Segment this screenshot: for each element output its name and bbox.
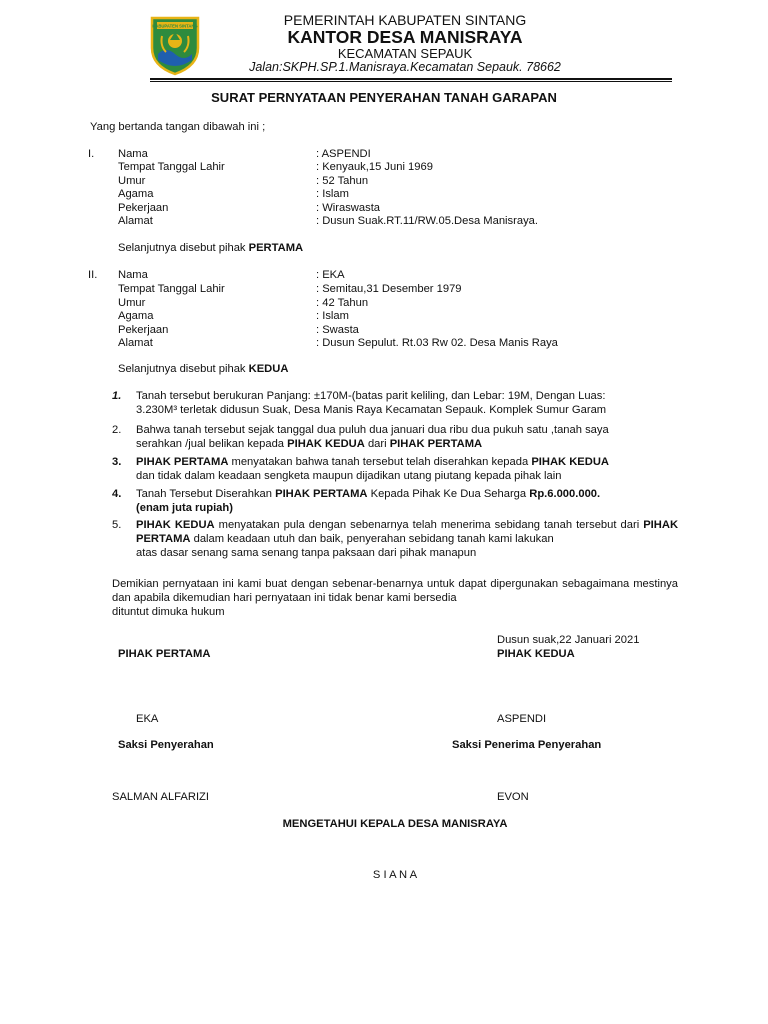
- signature-left-role: PIHAK PERTAMA: [118, 648, 211, 660]
- item5-number: 5.: [112, 519, 122, 531]
- header-address: Jalan:SKPH.SP.1.Manisraya.Kecamatan Sepauk. 78662: [249, 60, 561, 74]
- party2-note-prefix: Selanjutnya disebut pihak: [118, 363, 249, 375]
- item3-text: [136, 455, 678, 483]
- party2-value-birth: : Semitau,31 Desember 1979: [316, 283, 462, 295]
- party2-label-address: Alamat: [118, 337, 153, 349]
- signature-left-name: EKA: [136, 713, 159, 725]
- party1-label-religion: Agama: [118, 188, 154, 200]
- item5-line1a: PIHAK KEDUA: [136, 519, 215, 531]
- party1-value-age: : 52 Tahun: [316, 175, 369, 187]
- item2-line2b: PIHAK KEDUA: [287, 438, 365, 450]
- item2-line2c: dari: [364, 438, 390, 450]
- closing-line3: dituntut dimuka hukum: [112, 606, 225, 618]
- header-district: KECAMATAN SEPAUK: [337, 46, 473, 61]
- document-title: SURAT PERNYATAAN PENYERAHAN TANAH GARAPAN: [211, 90, 557, 105]
- party2-note-bold: KEDUA: [248, 363, 289, 375]
- item2-number: 2.: [112, 424, 122, 436]
- item1-text: [136, 389, 678, 417]
- item3-number: 3.: [112, 456, 122, 468]
- item2-text: [136, 423, 678, 451]
- item4-text: [136, 487, 678, 515]
- item3-line2: dan tidak dalam keadaan sengketa maupun dijadikan utang piutang kepada pihak lain: [136, 470, 562, 482]
- item2-line1: Bahwa tanah tersebut sejak tanggal dua puluh dua januari dua ribu dua pukuh satu ,tanah saya: [136, 424, 609, 436]
- logo-text: KABUPATEN SINTANG: [152, 23, 198, 29]
- party1-value-birth: : Kenyauk,15 Juni 1969: [316, 161, 433, 173]
- item5-line2b: PIHAK PERTAMA: [136, 519, 679, 545]
- item3-line1c: PIHAK KEDUA: [531, 456, 610, 468]
- party1-label-age: Umur: [118, 175, 146, 187]
- intro-text: Yang bertanda tangan dibawah ini ;: [90, 121, 266, 133]
- item4-line1c: Kepada Pihak Ke Dua Seharga: [367, 488, 530, 500]
- item5-line3: atas dasar senang sama senang tanpa paksaan dari pihak manapun: [136, 547, 477, 559]
- party1-note: [118, 241, 303, 255]
- party1-note-prefix: Selanjutnya disebut pihak: [118, 242, 249, 254]
- item4-line1b: PIHAK PERTAMA: [275, 488, 368, 500]
- party2-label-religion: Agama: [118, 310, 154, 322]
- item5-text: [136, 518, 678, 560]
- witness-right-role: Saksi Penerima Penyerahan: [452, 739, 602, 751]
- party2-value-job: : Swasta: [316, 324, 359, 336]
- witness-left-role: Saksi Penyerahan: [118, 739, 214, 751]
- party2-label-age: Umur: [118, 297, 146, 309]
- item3-line1b: menyatakan bahwa tanah tersebut telah diserahkan kepada: [228, 456, 532, 468]
- item4-line1d: Rp.6.000.000.: [529, 488, 601, 500]
- header-office: KANTOR DESA MANISRAYA: [287, 27, 523, 47]
- item5-line1b: menyatakan pula dengan sebenarnya telah menerima sebidang tanah tersebut: [214, 519, 617, 531]
- party2-roman: II.: [88, 269, 98, 281]
- party1-label-job: Pekerjaan: [118, 202, 169, 214]
- party2-label-job: Pekerjaan: [118, 324, 169, 336]
- party1-value-religion: : Islam: [316, 188, 349, 200]
- party2-value-age: : 42 Tahun: [316, 297, 369, 309]
- item1-line2: 3.230M³ terletak didusun Suak, Desa Manis Raya Kecamatan Sepauk. Komplek Sumur Garam: [136, 404, 607, 416]
- party1-label-name: Nama: [118, 148, 148, 160]
- party2-value-address: : Dusun Sepulut. Rt.03 Rw 02. Desa Manis Raya: [316, 337, 558, 349]
- header-rule-thin: [150, 81, 672, 82]
- party2-label-name: Nama: [118, 269, 148, 281]
- item1-line1: Tanah tersebut berukuran Panjang: ±170M-(batas parit keliling, dan Lebar: 19M, Dengan Luas:: [136, 390, 606, 402]
- party2-label-birth: Tempat Tanggal Lahir: [118, 283, 225, 295]
- item4-line1: [136, 488, 600, 500]
- acknowledge-label: MENGETAHUI KEPALA DESA MANISRAYA: [282, 818, 508, 830]
- party2-note: [118, 362, 288, 376]
- item1-number: 1.: [112, 390, 122, 402]
- signature-right-name: ASPENDI: [497, 713, 547, 725]
- item2-line2d: PIHAK PERTAMA: [389, 438, 483, 450]
- party1-label-birth: Tempat Tanggal Lahir: [118, 161, 225, 173]
- item2-line2: [136, 437, 678, 451]
- party1-value-name: : ASPENDI: [316, 148, 371, 160]
- party2-value-name: : EKA: [316, 269, 345, 281]
- place-date: Dusun suak,22 Januari 2021: [497, 634, 640, 646]
- item3-line1: [136, 456, 609, 468]
- party1-label-address: Alamat: [118, 215, 153, 227]
- item5-line1: [136, 519, 617, 531]
- item4-line1a: Tanah Tersebut Diserahkan: [136, 488, 276, 500]
- item4-number: 4.: [112, 488, 122, 500]
- item2-line2a: serahkan /jual belikan kepada: [136, 438, 288, 450]
- village-head-name: S I A N A: [372, 869, 418, 881]
- closing-paragraph: [112, 577, 678, 619]
- item5-line2a: dari: [620, 519, 644, 531]
- party1-note-bold: PERTAMA: [248, 242, 304, 254]
- signature-right-role: PIHAK KEDUA: [497, 648, 575, 660]
- header-government: PEMERINTAH KABUPATEN SINTANG: [283, 12, 527, 28]
- party1-value-address: : Dusun Suak.RT.11/RW.05.Desa Manisraya.: [316, 215, 538, 227]
- party1-value-job: : Wiraswasta: [316, 202, 381, 214]
- closing-line2: sebagaimana mestinya dan apabila dikemudian hari pernyataan ini tidak benar kami bersedia: [112, 578, 678, 604]
- closing-line1: Demikian pernyataan ini kami buat dengan sebenar-benarnya untuk dapat dipergunakan: [112, 578, 559, 590]
- item5-line2c: dalam keadaan utuh dan baik, penyerahan sebidang tanah kami lakukan: [190, 533, 554, 545]
- witness-left-name: SALMAN ALFARIZI: [112, 791, 209, 803]
- item4-line2: (enam juta rupiah): [136, 502, 233, 514]
- witness-right-name: EVON: [497, 791, 529, 803]
- item3-line1a: PIHAK PERTAMA: [136, 456, 229, 468]
- header-rule: [150, 78, 672, 80]
- party1-roman: I.: [88, 148, 95, 160]
- party2-value-religion: : Islam: [316, 310, 349, 322]
